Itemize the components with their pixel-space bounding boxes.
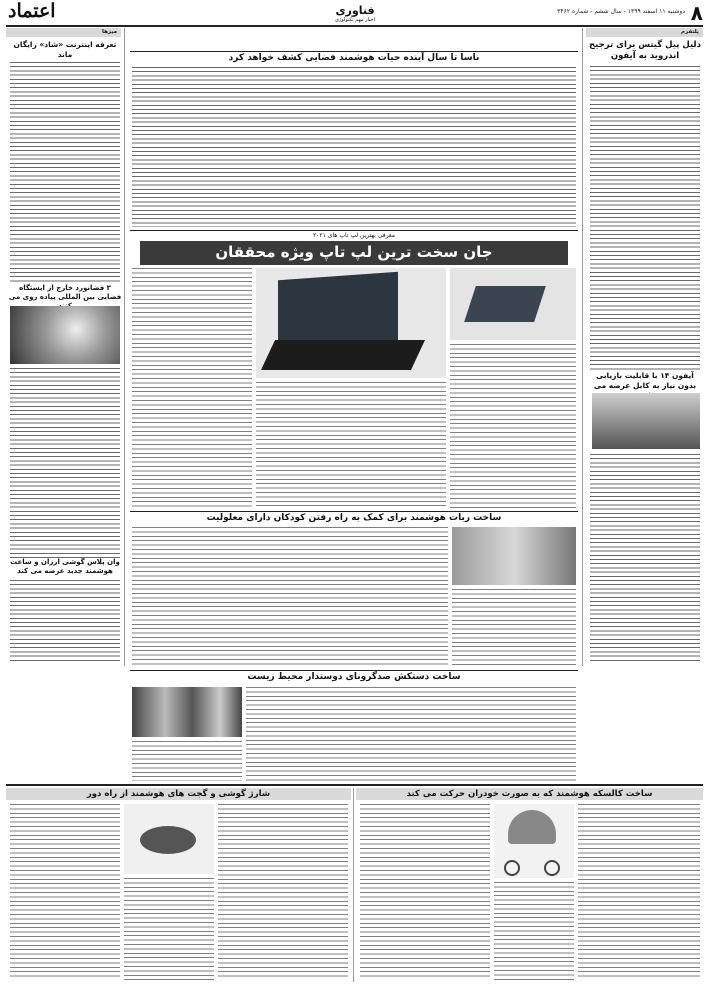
headline-stroller: ساخت کالسکه هوشمند که به صورت خودران حرکت می کند (406, 789, 653, 799)
astronaut-photo (10, 306, 120, 364)
headline-charger: شارژ گوشی و گجت های هوشمند از راه دور (86, 789, 271, 799)
charger-photo (124, 804, 214, 874)
laptop-photo (256, 268, 446, 378)
headline-gates: دلیل پیل گیتس برای ترجیح اندروید به آیفون (589, 40, 701, 61)
date-issue: دوشنبه ۱۱ اسفند ۱۳۹۹ - سال ششم - شماره ۳۴۶۲ (557, 8, 685, 15)
iphone-photo (592, 393, 700, 449)
headline-nasa: ناسا تا سال آینده حیات هوشمند فضایی کشف خواهد کرد (228, 53, 480, 63)
stroller-photo (494, 804, 574, 878)
newspaper-logo: اعتماد (8, 0, 56, 22)
headline-iphone: آیفون ۱۴ با قابلیت بازیابی بدون نیاز به کابل عرضه می (593, 371, 697, 390)
headline-spacewalk: ۳ فضانورد خارج از ایستگاه فضایی بین المللی پیاده روی می (8, 284, 122, 301)
headline-laptop: جان سخت ترین لپ تاپ ویژه محققان (215, 243, 493, 261)
headline-oneplus: وان پلاس گوشی ارزان و ساعت هوشمند جدید عرضه می کند (10, 558, 120, 575)
page-number: ۸ (690, 1, 703, 25)
gloves-photo (132, 687, 242, 737)
headline-robots: ساخت ربات هوشمند برای کمک به راه رفتن کودکان دارای معلولیت (206, 513, 502, 523)
headline-internet: تعرفه اینترنت «شاد» رایگان ماند (13, 40, 117, 59)
section-title: فناوری (335, 4, 375, 17)
section-subtitle: اخبار مهم تکنولوژی (334, 17, 376, 23)
laptop-tent-photo (450, 268, 576, 340)
left-column-label: میزها (102, 29, 117, 35)
right-column-label: پلتفرم (681, 29, 699, 35)
headline-gloves: ساخت دستکش ضدگرونای دوستدار محیط زیست (247, 672, 461, 682)
laptop-kicker: معرفی بهترین لپ تاپ های ۲۰۲۱ (312, 232, 396, 239)
robot-photo (452, 527, 576, 585)
